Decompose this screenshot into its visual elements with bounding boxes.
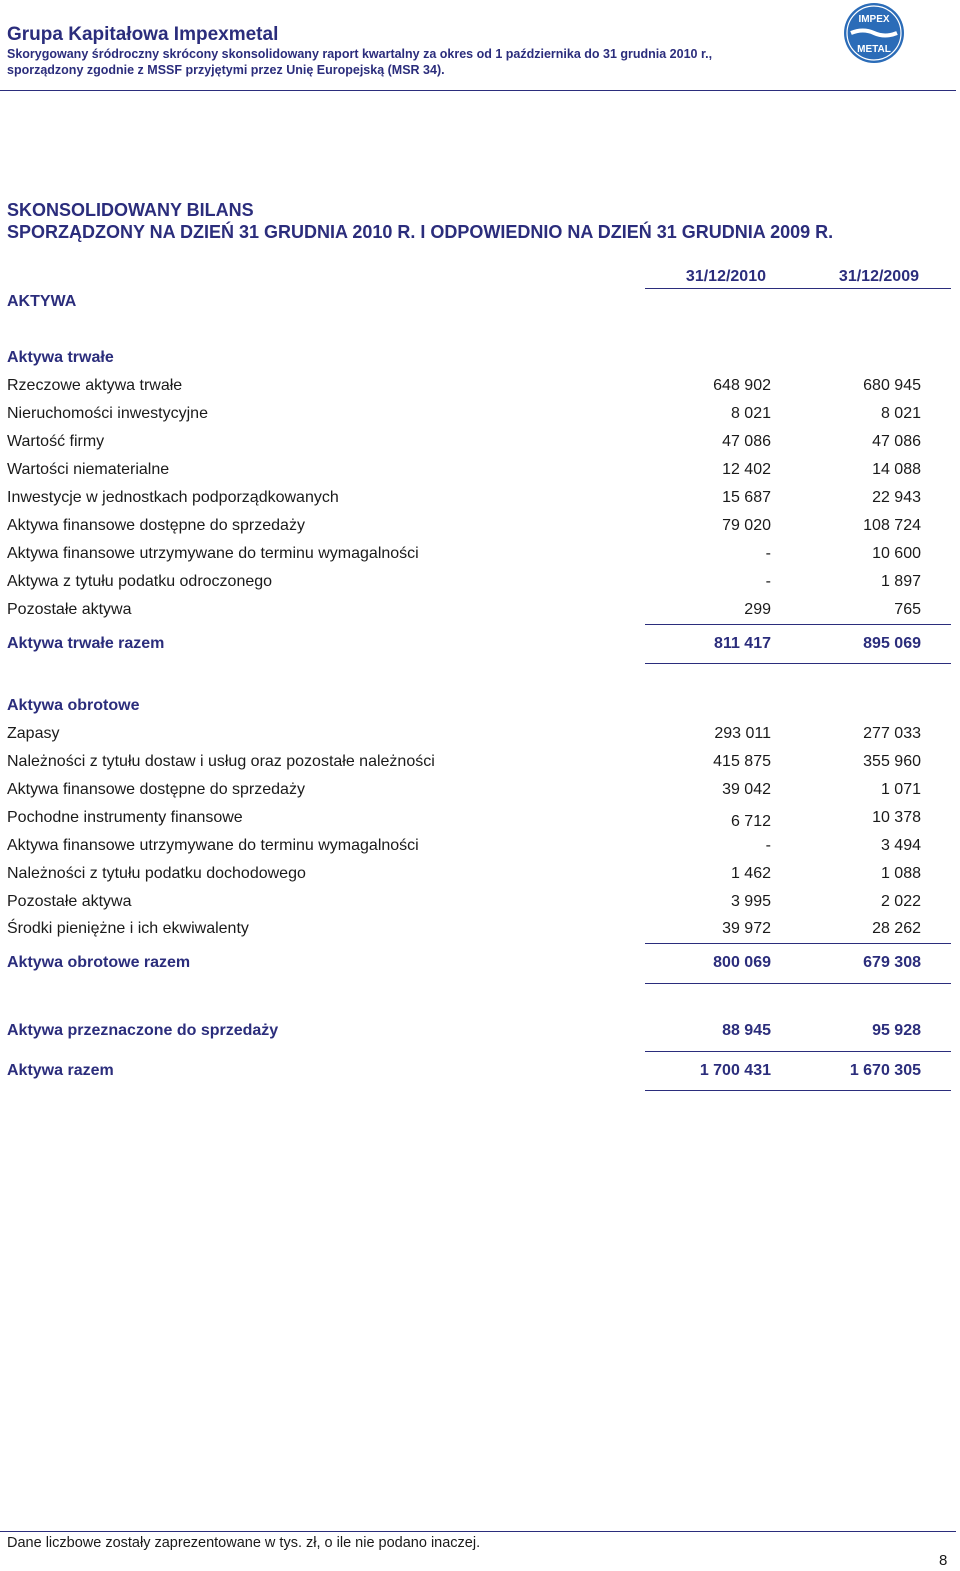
value-2009: 765 bbox=[894, 601, 921, 618]
company-name: Grupa Kapitałowa Impexmetal bbox=[7, 24, 279, 45]
table-row bbox=[0, 753, 960, 781]
value-2010: 415 875 bbox=[713, 753, 771, 770]
total-rule-bottom-2009 bbox=[798, 1090, 951, 1091]
row-label: Pozostałe aktywa bbox=[7, 601, 132, 618]
row-label: Aktywa finansowe dostępne do sprzedaży bbox=[7, 517, 305, 534]
subtotal-rule-bottom-2010 bbox=[645, 663, 798, 664]
value-2009: 108 724 bbox=[863, 517, 921, 534]
page-number: 8 bbox=[939, 1552, 948, 1569]
value-2010: 79 020 bbox=[722, 517, 771, 534]
value-2010: 47 086 bbox=[722, 433, 771, 450]
value-2010: 39 972 bbox=[722, 920, 771, 937]
value-2010: 6 712 bbox=[730, 813, 771, 830]
subtotal-rule-bottom-2009 bbox=[798, 983, 951, 984]
header-divider bbox=[0, 90, 956, 91]
held-for-sale-row bbox=[0, 1022, 960, 1050]
row-label: Aktywa finansowe dostępne do sprzedaży bbox=[7, 781, 305, 798]
table-row bbox=[0, 405, 960, 433]
row-label: Aktywa finansowe utrzymywane do terminu wymagalności bbox=[7, 837, 419, 854]
row-label: Aktywa trwałe razem bbox=[7, 635, 165, 652]
value-2009: 14 088 bbox=[872, 461, 921, 478]
row-label: Aktywa razem bbox=[7, 1062, 114, 1079]
value-2009: 3 494 bbox=[880, 837, 921, 854]
value-2009: 679 308 bbox=[863, 954, 921, 971]
table-row bbox=[0, 837, 960, 865]
row-label: Nieruchomości inwestycyjne bbox=[7, 405, 208, 422]
report-subtitle-line1: Skorygowany śródroczny skrócony skonsolidowany raport kwartalny za okres od 1 października do 31 grudnia 2010 r., bbox=[7, 47, 713, 61]
fixed-assets-heading bbox=[0, 349, 960, 377]
row-label: Aktywa z tytułu podatku odroczonego bbox=[7, 573, 273, 590]
value-2010: 293 011 bbox=[714, 725, 771, 742]
row-label: Pochodne instrumenty finansowe bbox=[7, 809, 243, 826]
value-2009: 277 033 bbox=[863, 725, 921, 742]
heading-label: Aktywa trwałe bbox=[7, 349, 114, 366]
value-2009: 22 943 bbox=[872, 489, 921, 506]
impexmetal-logo bbox=[843, 2, 905, 64]
row-label: Aktywa finansowe utrzymywane do terminu wymagalności bbox=[7, 545, 419, 562]
row-label: Rzeczowe aktywa trwałe bbox=[7, 377, 183, 394]
value-2010: 39 042 bbox=[722, 781, 771, 798]
total-rule-top-2009 bbox=[798, 1051, 951, 1052]
subtotal-rule-bottom-2009 bbox=[798, 663, 951, 664]
value-2009: 1 670 305 bbox=[849, 1062, 921, 1079]
value-2010: 1 462 bbox=[730, 865, 771, 882]
total-assets-row bbox=[0, 1062, 960, 1090]
footer-note: Dane liczbowe zostały zaprezentowane w tys. zł, o ile nie podano inaczej. bbox=[7, 1535, 481, 1551]
report-subtitle-line2: sporządzony zgodnie z MSSF przyjętymi przez Unię Europejską (MSR 34). bbox=[7, 63, 445, 77]
table-row bbox=[0, 781, 960, 809]
heading-label: Aktywa obrotowe bbox=[7, 697, 140, 714]
table-row bbox=[0, 809, 960, 837]
total-rule-top-2010 bbox=[645, 1051, 798, 1052]
row-label: Wartości niematerialne bbox=[7, 461, 170, 478]
value-2010: 8 021 bbox=[730, 405, 771, 422]
value-2010: 15 687 bbox=[722, 489, 771, 506]
subtotal-rule-bottom-2010 bbox=[645, 983, 798, 984]
value-2009: 28 262 bbox=[872, 920, 921, 937]
row-label: Należności z tytułu podatku dochodowego bbox=[7, 865, 306, 882]
value-2010: 811 417 bbox=[714, 635, 771, 652]
balance-subtitle: SPORZĄDZONY NA DZIEŃ 31 GRUDNIA 2010 R. I ODPOWIEDNIO NA DZIEŃ 31 GRUDNIA 2009 R. bbox=[7, 222, 834, 242]
value-2009: 895 069 bbox=[863, 635, 921, 652]
subtotal-rule-top-2010 bbox=[645, 624, 798, 625]
value-2009: 47 086 bbox=[872, 433, 921, 450]
logo-text-top: IMPEX bbox=[858, 14, 890, 25]
table-row bbox=[0, 725, 960, 753]
total-rule-bottom-2010 bbox=[645, 1090, 798, 1091]
value-2010: 88 945 bbox=[722, 1022, 771, 1039]
value-2010: - bbox=[765, 573, 771, 590]
value-2009: 1 897 bbox=[880, 573, 921, 590]
value-2009: 10 600 bbox=[872, 545, 921, 562]
section-label-aktywa: AKTYWA bbox=[7, 293, 77, 310]
value-2009: 680 945 bbox=[863, 377, 921, 394]
row-label: Środki pieniężne i ich ekwiwalenty bbox=[7, 920, 249, 937]
row-label: Pozostałe aktywa bbox=[7, 893, 132, 910]
row-label: Aktywa przeznaczone do sprzedaży bbox=[7, 1022, 279, 1039]
logo-text-bottom: METAL bbox=[857, 44, 891, 55]
table-row bbox=[0, 517, 960, 545]
value-2010: 12 402 bbox=[722, 461, 771, 478]
value-2009: 8 021 bbox=[880, 405, 921, 422]
table-row bbox=[0, 545, 960, 573]
value-2009: 95 928 bbox=[872, 1022, 921, 1039]
table-row bbox=[0, 573, 960, 601]
balance-title: SKONSOLIDOWANY BILANS bbox=[7, 200, 254, 220]
row-label: Aktywa obrotowe razem bbox=[7, 954, 191, 971]
value-2009: 2 022 bbox=[880, 893, 921, 910]
subtotal-rule-top-2010 bbox=[645, 943, 798, 944]
current-assets-total-row bbox=[0, 954, 960, 982]
value-2010: - bbox=[765, 837, 771, 854]
value-2009: 355 960 bbox=[863, 753, 921, 770]
subtotal-rule-top-2009 bbox=[798, 943, 951, 944]
table-row bbox=[0, 433, 960, 461]
row-label: Wartość firmy bbox=[7, 433, 105, 450]
value-2010: 800 069 bbox=[713, 954, 771, 971]
column-header-rule-2009 bbox=[798, 288, 951, 289]
value-2009: 10 378 bbox=[872, 809, 921, 826]
value-2010: - bbox=[765, 545, 771, 562]
table-row bbox=[0, 461, 960, 489]
column-header-2009: 31/12/2009 bbox=[838, 268, 919, 285]
footer-divider bbox=[0, 1531, 956, 1532]
table-row bbox=[0, 489, 960, 517]
table-row bbox=[0, 865, 960, 893]
table-row bbox=[0, 893, 960, 921]
table-row bbox=[0, 377, 960, 405]
value-2010: 299 bbox=[744, 601, 771, 618]
fixed-assets-total-row bbox=[0, 635, 960, 663]
value-2010: 648 902 bbox=[713, 377, 771, 394]
value-2009: 1 088 bbox=[880, 865, 921, 882]
row-label: Zapasy bbox=[7, 725, 60, 742]
value-2009: 1 071 bbox=[880, 781, 921, 798]
value-2010: 3 995 bbox=[730, 893, 771, 910]
row-label: Inwestycje w jednostkach podporządkowanych bbox=[7, 489, 339, 506]
subtotal-rule-top-2009 bbox=[798, 624, 951, 625]
value-2010: 1 700 431 bbox=[699, 1062, 771, 1079]
column-header-2010: 31/12/2010 bbox=[685, 268, 766, 285]
row-label: Należności z tytułu dostaw i usług oraz pozostałe należności bbox=[7, 753, 435, 770]
column-header-rule-2010 bbox=[645, 288, 798, 289]
current-assets-heading bbox=[0, 697, 960, 725]
